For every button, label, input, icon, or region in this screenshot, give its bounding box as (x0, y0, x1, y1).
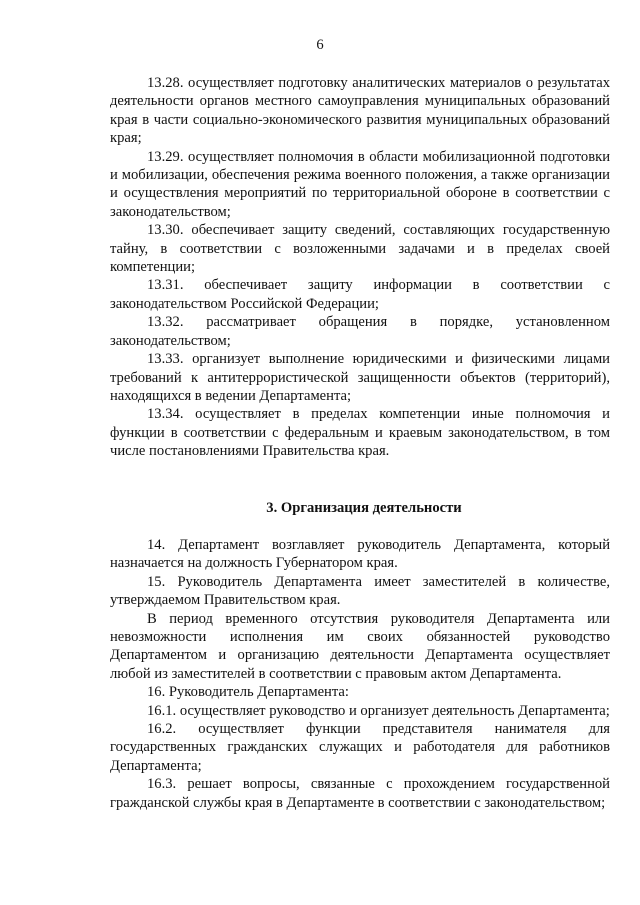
paragraph-13-30: 13.30. обеспечивает защиту сведений, составляющих государственную тайну, в соответствии с возложенными задачами и в пределах своей компетенции; (110, 222, 610, 276)
paragraph-15: 15. Руководитель Департамента имеет заместителей в количестве, утверждаемом Правительством края. (110, 573, 610, 609)
paragraph-13-33: 13.33. организует выполнение юридическими и физическими лицами требований к антитеррористической защищенности объектов (территорий), находящихся в ведении Департамента; (110, 351, 610, 404)
paragraph-13-31: 13.31. обеспечивает защиту информации в соответствии с законодательством Российской Федерации; (110, 277, 610, 312)
paragraph-16-3: 16.3. решает вопросы, связанные с прохождением государственной гражданской службы края в Департаменте в соответствии с законодательством; (110, 776, 610, 811)
paragraph-13-28: 13.28. осуществляет подготовку аналитических материалов о результатах деятельности органов местного самоуправления муниципальных образований края в части социально-экономического развития муниципальных образований края; (110, 75, 610, 147)
paragraph-13-29: 13.29. осуществляет полномочия в области мобилизационной подготовки и мобилизации, обеспечения режима военного положения, а также организации и осуществления мероприятий по территориальной обороне в соответствии с законодательством; (110, 148, 610, 220)
paragraph-14: 14. Департамент возглавляет руководитель Департамента, который назначается на должность Губернатором края. (110, 536, 610, 572)
paragraph-13-32: 13.32. рассматривает обращения в порядке, установленном законодательством; (110, 314, 610, 349)
paragraph-13-34: 13.34. осуществляет в пределах компетенции иные полномочия и функции в соответствии с федеральным и краевым законодательством, в том числе постановлениями Правительства края. (110, 406, 610, 460)
paragraph-16-1: 16.1. осуществляет руководство и организует деятельность Департамента; (147, 702, 610, 719)
paragraph-15-deputy: В период временного отсутствия руководителя Департамента или невозможности исполнения им своих обязанностей руководство Департаментом и организацию деятельности Департамента осуществляет любой из заместителей в соответствии с правовым актом Департамента. (110, 610, 610, 682)
page-number: 6 (316, 37, 324, 53)
paragraph-16-2: 16.2. осуществляет функции представителя нанимателя для государственных гражданских служащих и работодателя для работников Департамента; (110, 721, 610, 774)
section-heading: 3. Организация деятельности (266, 499, 462, 516)
paragraph-16: 16. Руководитель Департамента: (147, 684, 349, 701)
